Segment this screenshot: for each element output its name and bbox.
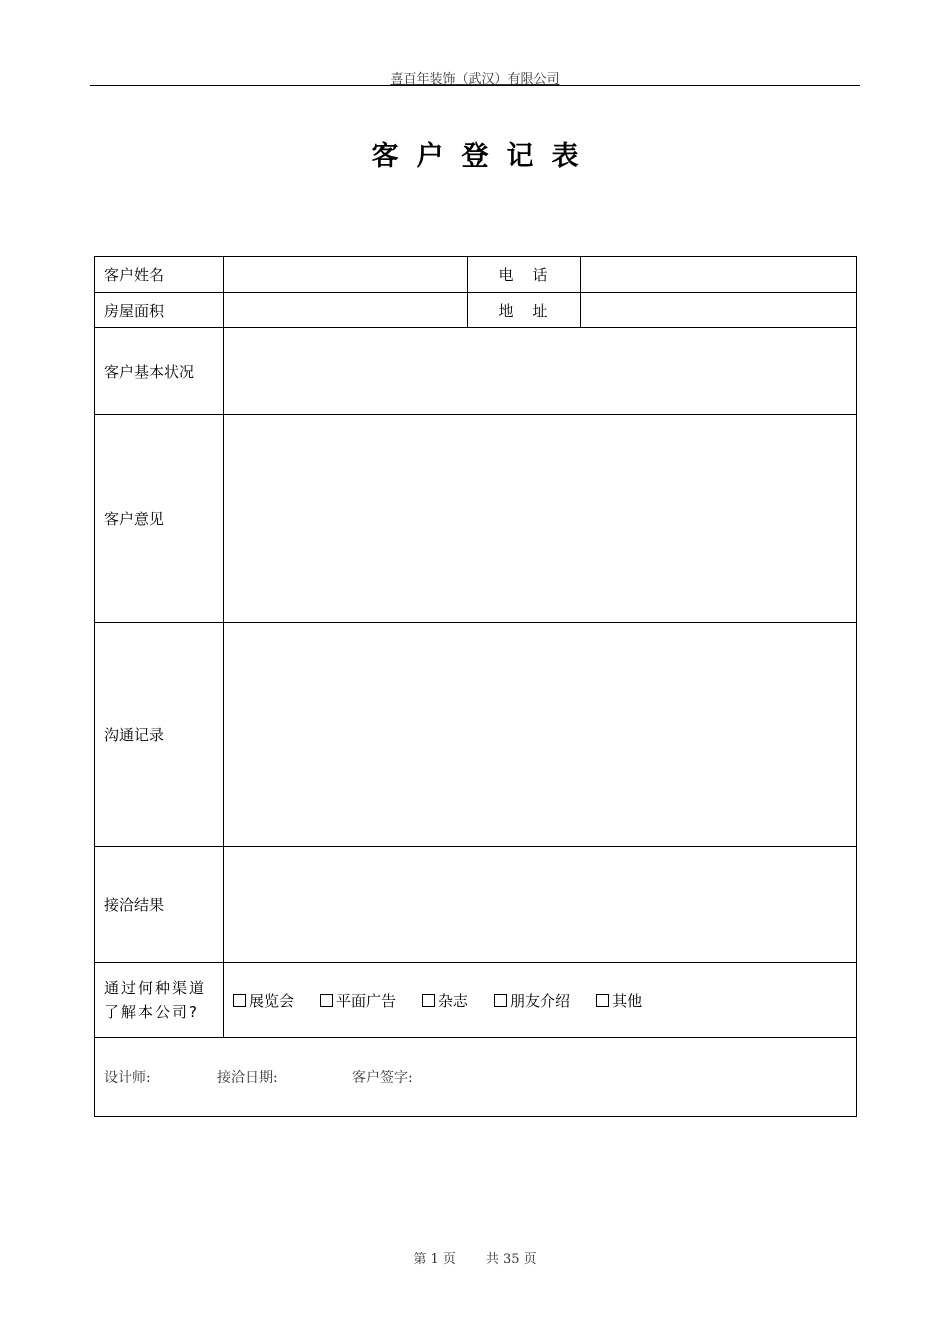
communication-field[interactable]: [224, 623, 857, 847]
phone-label: 电 话: [468, 257, 581, 293]
row-opinion: [95, 415, 857, 623]
channel-options: [224, 963, 857, 1038]
checkbox[interactable]: [494, 994, 507, 1007]
channel-option-friend[interactable]: 朋友介绍: [494, 990, 570, 1011]
row-signature: [95, 1038, 857, 1117]
registration-form: [94, 256, 857, 1117]
phone-field[interactable]: [581, 257, 857, 293]
checkbox[interactable]: [596, 994, 609, 1007]
basic-status-label: 客户基本状况: [95, 328, 224, 415]
page-title: 客户登记表: [371, 141, 597, 172]
row-communication: [95, 623, 857, 847]
row-channel: [95, 963, 857, 1038]
customer-name-label: 客户姓名: [95, 257, 224, 293]
checkbox[interactable]: [320, 994, 333, 1007]
date-label: 接洽日期:: [217, 1070, 278, 1086]
checkbox[interactable]: [233, 994, 246, 1007]
row-area-address: [95, 293, 857, 328]
result-field[interactable]: [224, 847, 857, 963]
result-label: 接洽结果: [95, 847, 224, 963]
channel-label: 通过何种渠道了解本公司?: [95, 963, 224, 1038]
address-field[interactable]: [581, 293, 857, 328]
row-basic-status: [95, 328, 857, 415]
checkbox[interactable]: [422, 994, 435, 1007]
address-label: 地 址: [468, 293, 581, 328]
row-name-phone: [95, 257, 857, 293]
basic-status-field[interactable]: [224, 328, 857, 415]
header-divider: [90, 85, 860, 86]
communication-label: 沟通记录: [95, 623, 224, 847]
customer-name-field[interactable]: [224, 257, 468, 293]
page-total: 共 35 页: [485, 1252, 537, 1267]
company-name: 喜百年装饰（武汉）有限公司: [390, 72, 560, 87]
row-result: [95, 847, 857, 963]
page-footer: [0, 1248, 950, 1267]
signature-label: 客户签字:: [352, 1070, 413, 1086]
page-number: 第 1 页: [413, 1252, 456, 1267]
channel-option-other[interactable]: 其他: [596, 990, 642, 1011]
signature-row: [95, 1038, 857, 1117]
channel-option-print-ad[interactable]: 平面广告: [320, 990, 396, 1011]
opinion-field[interactable]: [224, 415, 857, 623]
designer-label: 设计师:: [104, 1070, 151, 1086]
opinion-label: 客户意见: [95, 415, 224, 623]
channel-option-magazine[interactable]: 杂志: [422, 990, 468, 1011]
house-area-field[interactable]: [224, 293, 468, 328]
house-area-label: 房屋面积: [95, 293, 224, 328]
channel-option-exhibition[interactable]: 展览会: [233, 990, 294, 1011]
